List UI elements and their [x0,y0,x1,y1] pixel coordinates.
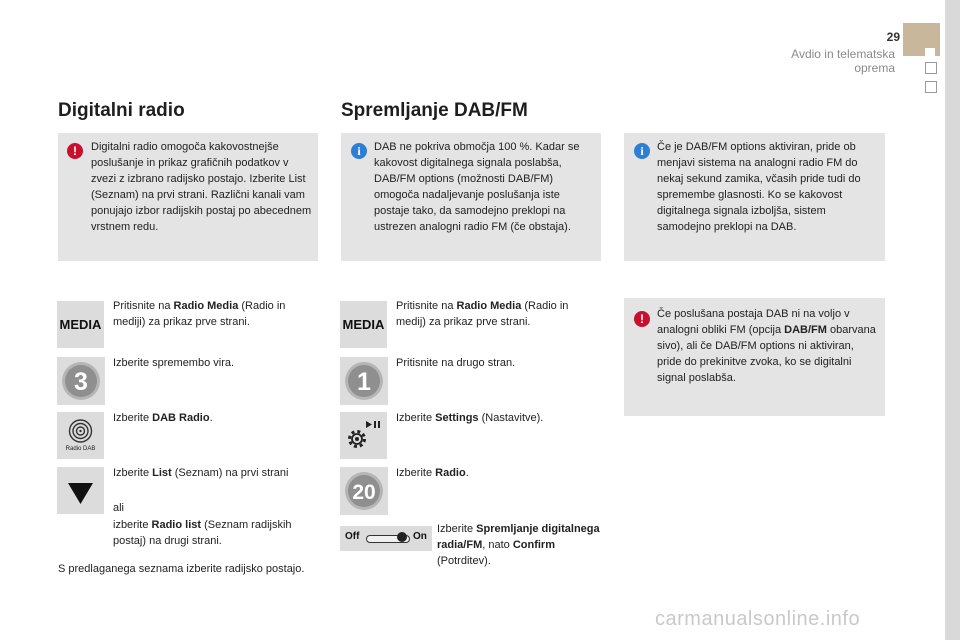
alert-text: Digitalni radio omogoča kakovostnejše poslušanje in prikaz grafičnih podatkov v zvezi z izbrano radijsko postajo. Izberite List (Seznam) na prvi strani. Različni kanali vam ponujajo izbor radijskih postaj po abecednem vrstnem redu. [91,141,312,233]
toggle-off-label: Off [345,531,360,542]
step-number-3-label: 3 [74,368,88,396]
middle-heading: Spremljanje DAB/FM [341,100,528,121]
right-alert-text: Če poslušana postaja DAB ni na voljo v analogni obliki FM (opcija DAB/FM obarvana sivo), ali če DAB/FM options ni aktiviran, pride do prekinitve zvoka, ko se digitalni signal poslabša. [657,308,876,384]
step-number-3-icon [57,357,105,405]
chapter-box-icon [925,81,937,93]
left-heading: Digitalni radio [58,100,185,121]
step-number-1-label: 1 [357,368,371,396]
left-step-3: Izberite DAB Radio. [113,412,213,424]
arrow-down-icon [57,467,104,514]
left-footer-text: S predlaganega seznama izberite radijsko postajo. [58,563,305,575]
info-icon: i [351,143,367,159]
settings-gear-icon [340,412,387,459]
warning-icon: ! [67,143,83,159]
middle-step-4: Izberite Radio. [396,467,469,479]
radio-dab-label: Radio DAB [65,446,96,452]
toggle-knob [397,532,407,542]
right-info-text: Če je DAB/FM options aktiviran, pride ob menjavi sistema na analogni radio FM do nekaj sekund zamika, včasih pride tudi do spremembe glasnosti. Ko se kakovost digitalnega signala izboljša, sistem samodejno preklopi na DAB. [657,141,861,233]
off-on-toggle-icon [340,526,432,551]
middle-step-3: Izberite Settings (Nastavitve). [396,412,544,424]
section-title: Avdio in telematska oprema [791,47,895,75]
info-text: DAB ne pokriva območja 100 %. Kadar se kakovost digitalnega signala poslabša, DAB/FM options (možnosti DAB/FM) omogoča nadaljevanje poslušanja iste postaje tako, da samodejno preklopi na ustrezen analogni radio FM (če obstaja). [374,141,580,233]
step-number-1-icon [340,357,388,405]
info-panel [341,133,601,261]
middle-step-1: Pritisnite na Radio Media (Radio in medij) za prikaz prve strani. [396,300,569,328]
middle-step-2: Pritisnite na drugo stran. [396,357,516,369]
toggle-on-label: On [413,531,427,542]
left-step-2: Izberite spremembo vira. [113,357,235,369]
media-button-icon: MEDIA [340,301,387,348]
step-number-20-label: 20 [352,481,376,504]
media-button-icon: MEDIA [57,301,104,348]
watermark: carmanualsonline.info [655,608,861,630]
step-number-20-icon [340,467,388,515]
middle-step-5: Izberite Spremljanje digitalnega radia/FM, nato Confirm (Potrditev). [437,523,600,567]
page-number: 29 [886,30,900,44]
warning-icon: ! [634,311,650,327]
right-alert-panel [624,298,885,416]
left-step-1: Pritisnite na Radio Media (Radio in mediji) za prikaz prve strani. [113,300,286,328]
alert-panel [58,133,318,261]
or-label: ali [113,502,125,514]
chapter-box-icon [925,62,937,74]
left-step-4: Izberite List (Seznam) na prvi strani [113,467,289,479]
page-edge-strip [945,0,960,640]
right-info-panel [624,133,885,261]
left-step-5: izberite Radio list (Seznam radijskih postaj) na drugi strani. [113,519,292,547]
radio-dab-icon [57,412,104,459]
info-icon: i [634,143,650,159]
chapter-tab-marker [925,48,935,56]
